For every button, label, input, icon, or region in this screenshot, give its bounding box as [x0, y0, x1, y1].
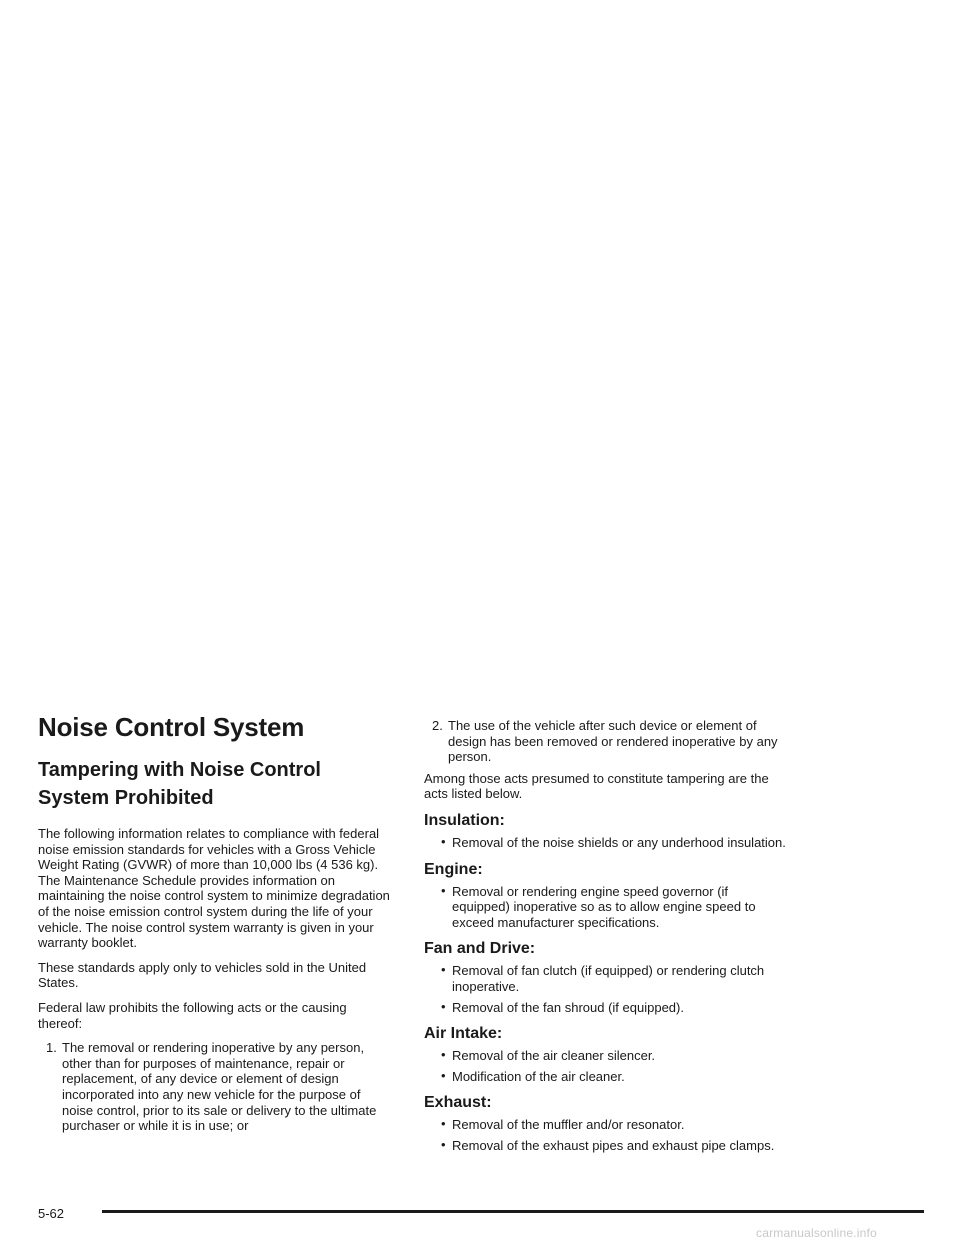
prohibited-act-item: [424, 718, 786, 765]
list-item: [424, 963, 786, 994]
list-item: [424, 1000, 786, 1016]
page-number: 5-62: [38, 1206, 65, 1221]
bullet-icon: •: [441, 1067, 446, 1083]
section-heading-engine: Engine:: [424, 860, 483, 878]
list-item: [424, 884, 786, 931]
presumed-acts-paragraph: Among those acts presumed to constitute tampering are the acts listed below.: [424, 770, 769, 802]
list-item-text: Removal of the noise shields or any underhood insulation.: [452, 834, 786, 850]
footer-divider: [102, 1210, 924, 1213]
list-item: [424, 1069, 786, 1085]
act-text: The use of the vehicle after such device or element of design has been removed or rendered inoperative by any person.: [448, 718, 778, 765]
list-item-text: Modification of the air cleaner.: [452, 1068, 625, 1084]
standards-paragraph: These standards apply only to vehicles sold in the United States.: [38, 959, 367, 991]
section-heading-insulation: Insulation:: [424, 811, 505, 829]
intro-paragraph: The following information relates to compliance with federal noise emission standards for vehicles with a Gross Vehicle Weight Rating (GVWR) of more than 10,000 lbs (4 536 kg). The Maintenance Schedule provides information on maintaining the noise control system to minimize degradation of the noise emission control system during the life of your vehicle. The noise control system warranty is given in your warranty booklet.: [38, 826, 390, 951]
act-text: The removal or rendering inoperative by any person, other than for purposes of maintenance, repair or replacement, of any device or element of design incorporated into any new vehicle for the purpose of noise control, prior to its sale or delivery to the ultimate purchaser or while it is in use; or: [62, 1040, 377, 1134]
page-title: Noise Control System: [38, 712, 305, 742]
list-item-text: Removal of the fan shroud (if equipped).: [452, 999, 684, 1015]
prohibited-acts-list-continued: [424, 718, 786, 765]
act-number: 1.: [46, 1040, 57, 1056]
bullet-icon: •: [441, 998, 446, 1014]
bullet-icon: •: [441, 833, 446, 849]
fan-and-drive-list: [424, 963, 786, 1015]
prohibited-act-item: [38, 1040, 390, 1134]
watermark-text: carmanualsonline.info: [756, 1226, 877, 1240]
air-intake-list: [424, 1048, 786, 1084]
list-item: [424, 1117, 786, 1133]
section-heading-air-intake: Air Intake:: [424, 1025, 503, 1043]
section-heading-fan-and-drive: Fan and Drive:: [424, 940, 536, 958]
list-item: [424, 1138, 786, 1154]
list-item: [424, 1048, 786, 1064]
insulation-list: [424, 835, 786, 851]
bullet-icon: •: [441, 962, 446, 978]
list-item-text: Removal of the muffler and/or resonator.: [452, 1117, 685, 1133]
right-column: [424, 718, 786, 1154]
engine-list: [424, 884, 786, 931]
list-item-text: Removal of the exhaust pipes and exhaust pipe clamps.: [452, 1137, 775, 1153]
federal-law-paragraph: Federal law prohibits the following acts or the causing thereof:: [38, 999, 347, 1031]
left-column: [38, 712, 390, 1134]
list-item: [424, 835, 786, 851]
bullet-icon: •: [441, 1047, 446, 1063]
bullet-icon: •: [441, 1116, 446, 1132]
bullet-icon: •: [441, 882, 446, 898]
list-item-text: Removal or rendering engine speed governor (if equipped) inoperative so as to allow engine speed to exceed manufacturer specifications.: [452, 883, 756, 930]
section-subtitle: Tampering with Noise Control System Prohibited: [38, 759, 321, 809]
exhaust-list: [424, 1117, 786, 1153]
prohibited-acts-list: [38, 1040, 390, 1134]
list-item-text: Removal of fan clutch (if equipped) or rendering clutch inoperative.: [452, 963, 765, 994]
list-item-text: Removal of the air cleaner silencer.: [452, 1048, 656, 1064]
section-heading-exhaust: Exhaust:: [424, 1094, 492, 1112]
bullet-icon: •: [441, 1136, 446, 1152]
act-number: 2.: [432, 718, 443, 733]
